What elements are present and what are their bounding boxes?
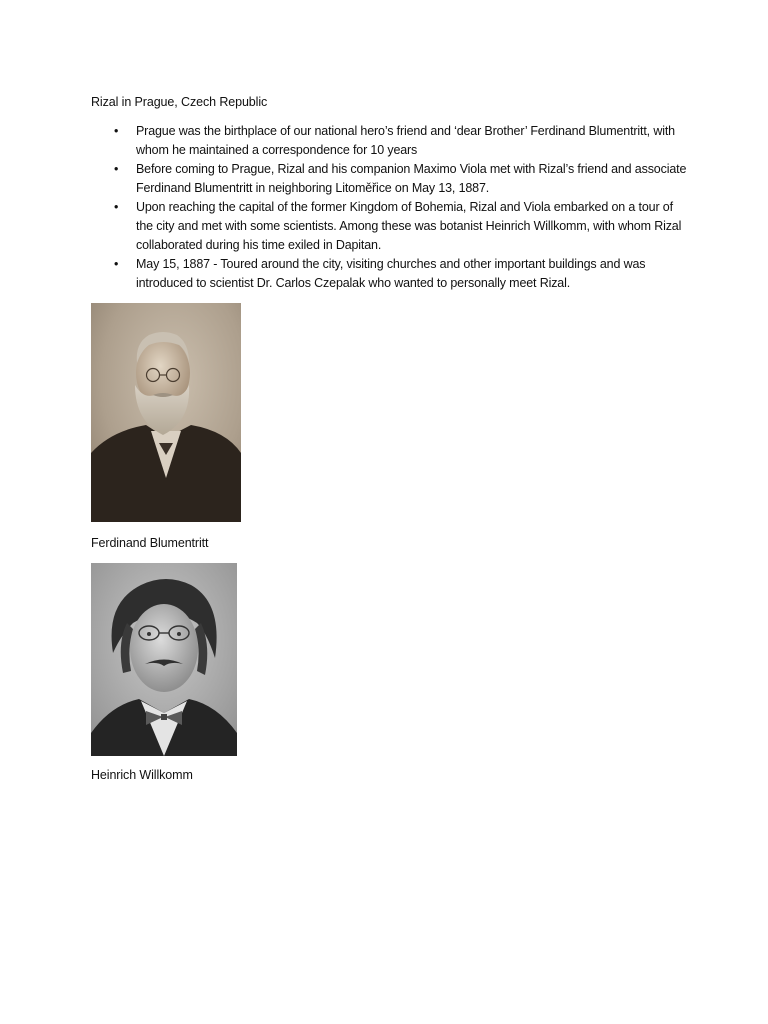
bullet-icon: • (114, 257, 119, 271)
figure-caption-blumentritt: Ferdinand Blumentritt (91, 536, 209, 550)
willkomm-portrait-image (91, 563, 237, 756)
bullet-text: Upon reaching the capital of the former Kingdom of Bohemia, Rizal and Viola embarked on a tour of the city and met with some scientists. Among these was botanist Heinrich Willkomm, with whom Rizal collaborated during his time exiled in Dapitan. (136, 200, 682, 252)
bullet-icon: • (114, 200, 119, 214)
list-item (91, 255, 691, 293)
list-item (91, 198, 691, 255)
bullet-icon: • (114, 162, 119, 176)
bullet-icon: • (114, 124, 119, 138)
blumentritt-portrait-image (91, 303, 241, 522)
portrait-grayscale-man-with-glasses (91, 563, 237, 756)
bullet-text: May 15, 1887 - Toured around the city, visiting churches and other important buildings and was introduced to scientist Dr. Carlos Czepalak who wanted to personally meet Rizal. (136, 257, 646, 290)
bullet-text: Prague was the birthplace of our national hero’s friend and ‘dear Brother’ Ferdinand Blumentritt, with whom he maintained a correspondence for 10 years (136, 124, 675, 157)
list-item (91, 160, 691, 198)
figure-caption-willkomm: Heinrich Willkomm (91, 768, 193, 782)
bullet-list (91, 122, 691, 293)
bullet-text: Before coming to Prague, Rizal and his companion Maximo Viola met with Rizal’s friend and associate Ferdinand Blumentritt in neighboring Litoměřice on May 13, 1887. (136, 162, 687, 195)
list-item (91, 122, 691, 160)
document-title: Rizal in Prague, Czech Republic (91, 95, 268, 109)
portrait-sepia-bearded-man (91, 303, 241, 522)
